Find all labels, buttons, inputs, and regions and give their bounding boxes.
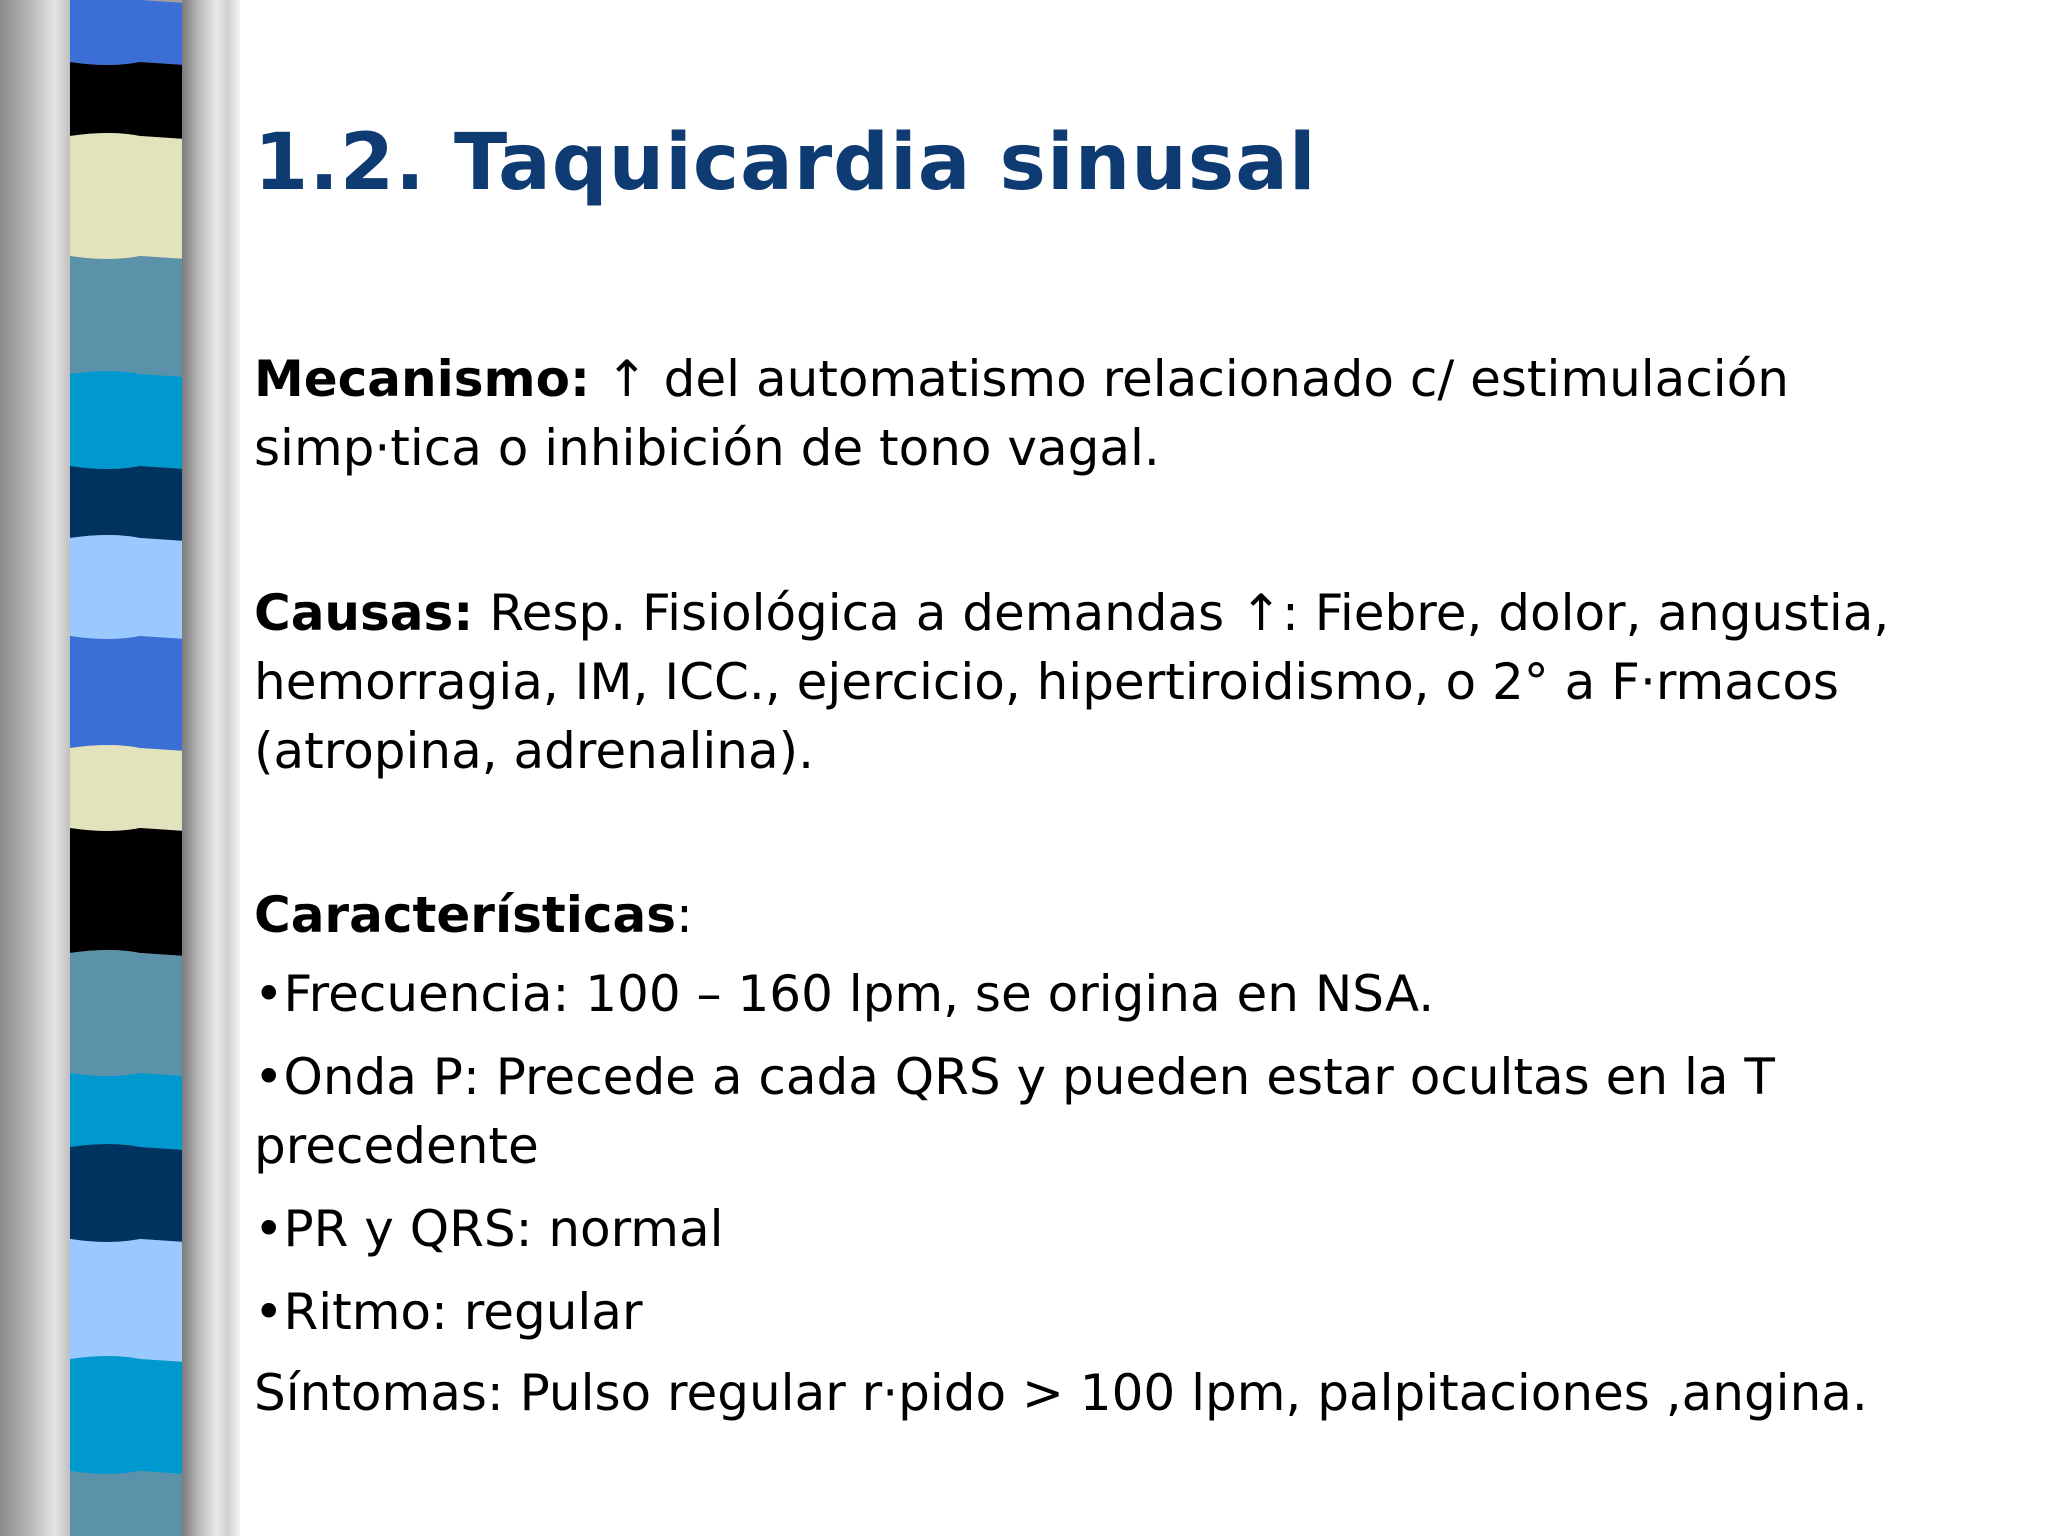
list-item: •PR y QRS: normal bbox=[254, 1200, 724, 1258]
stripe-segment bbox=[70, 1073, 200, 1151]
causas-text: Resp. Fisiológica a demandas ↑: Fiebre, dolor, angustia, hemorragia, IM, ICC., ejercicio, hipertiroidismo, o 2° a F·rmacos (atropina, adrenalina). bbox=[254, 584, 1890, 780]
caracteristicas-colon: : bbox=[676, 886, 693, 944]
stripe-segment bbox=[70, 1471, 200, 1536]
caracteristicas-list bbox=[254, 960, 2024, 1361]
causas-paragraph bbox=[254, 579, 2024, 786]
sintomas-line: Síntomas: Pulso regular r·pido > 100 lpm, palpitaciones ,angina. bbox=[254, 1364, 1868, 1422]
decorative-side-border bbox=[0, 0, 240, 1536]
slide-content bbox=[254, 0, 2014, 1536]
list-item: •Onda P: Precede a cada QRS y pueden estar ocultas en la T precedente bbox=[254, 1048, 1775, 1175]
decorative-grey-bar bbox=[182, 0, 240, 1536]
striped-band bbox=[0, 0, 200, 1536]
stripe-segment bbox=[70, 636, 200, 752]
stripe-segment bbox=[70, 745, 200, 832]
list-item: •Ritmo: regular bbox=[254, 1283, 643, 1341]
list-item: •Frecuencia: 100 – 160 lpm, se origina en NSA. bbox=[254, 965, 1435, 1023]
causas-label: Causas: bbox=[254, 584, 474, 642]
stripe-segment bbox=[70, 256, 200, 378]
slide-title: 1.2. Taquicardia sinusal bbox=[254, 118, 1317, 208]
stripe-segment bbox=[70, 0, 200, 66]
stripe-segment bbox=[70, 466, 200, 542]
caracteristicas-label: Características bbox=[254, 886, 677, 944]
stripe-segment bbox=[70, 133, 200, 260]
stripe-segment bbox=[70, 62, 200, 140]
stripe-segment bbox=[70, 828, 200, 957]
mecanismo-text: ↑ del automatismo relacionado c/ estimulación simp·tica o inhibición de tono vagal. bbox=[254, 350, 1789, 477]
stripe-segment bbox=[70, 371, 200, 470]
caracteristicas-heading bbox=[254, 881, 2024, 950]
stripe-segment bbox=[70, 950, 200, 1077]
stripe-segment bbox=[70, 535, 200, 640]
stripe-segment bbox=[70, 1144, 200, 1243]
stripe-segment bbox=[70, 1356, 200, 1475]
mecanismo-paragraph bbox=[254, 345, 2024, 483]
stripe-segment bbox=[70, 1239, 200, 1363]
mecanismo-label: Mecanismo: bbox=[254, 350, 590, 408]
